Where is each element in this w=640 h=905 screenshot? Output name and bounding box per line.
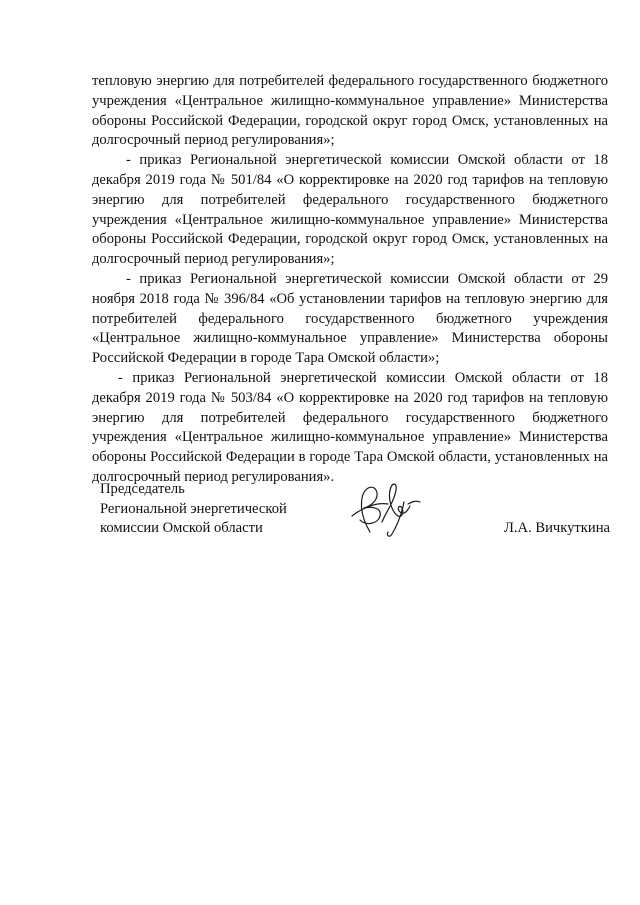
handwritten-signature [342, 472, 426, 540]
signatory-position [100, 480, 287, 539]
position-line-2: Региональной энергетической [100, 500, 287, 517]
paragraph-order-396-84: - приказ Региональной энергетической комиссии Омской области от 29 ноября 2018 года № 396/84 «Об установлении тарифов на тепловую энергию для потребителей федерального государственного бюджетного учреждения «Центральное жилищно-коммунальное управление» Министерства обороны Российской Федерации в городе Тара Омской области»; [92, 270, 608, 367]
position-line-1: Председатель [100, 481, 185, 497]
paragraph-continuation: тепловую энергию для потребителей федерального государственного бюджетного учреждения «Центральное жилищно-коммунальное управление» Министерства обороны Российской Федерации, городской округ город Омск, установленных на долгосрочный период регулирования»; [92, 73, 608, 149]
position-line-3: комиссии Омской области [100, 520, 263, 536]
paragraph-order-501-84: - приказ Региональной энергетической комиссии Омской области от 18 декабря 2019 года № 501/84 «О корректировке на 2020 год тарифов на тепловую энергию для потребителей федерального государственного бюджетного учреждения «Центральное жилищно-коммунальное управление» Министерства обороны Российской Федерации, городской округ город Омск, установленных на долгосрочный период регулирования»; [92, 152, 608, 268]
signatory-name: Л.А. Вичкуткина [503, 520, 610, 536]
paragraph-order-503-84: - приказ Региональной энергетической комиссии Омской области от 18 декабря 2019 года № 503/84 «О корректировке на 2020 год тарифов на тепловую энергию для потребителей федерального государственного бюджетного учреждения «Центральное жилищно-коммунальное управление» Министерства обороны Российской Федерации в городе Тара Омской области, установленных на долгосрочный период регулирования». [92, 369, 608, 485]
signature-block [100, 480, 610, 560]
document-body [92, 72, 608, 488]
